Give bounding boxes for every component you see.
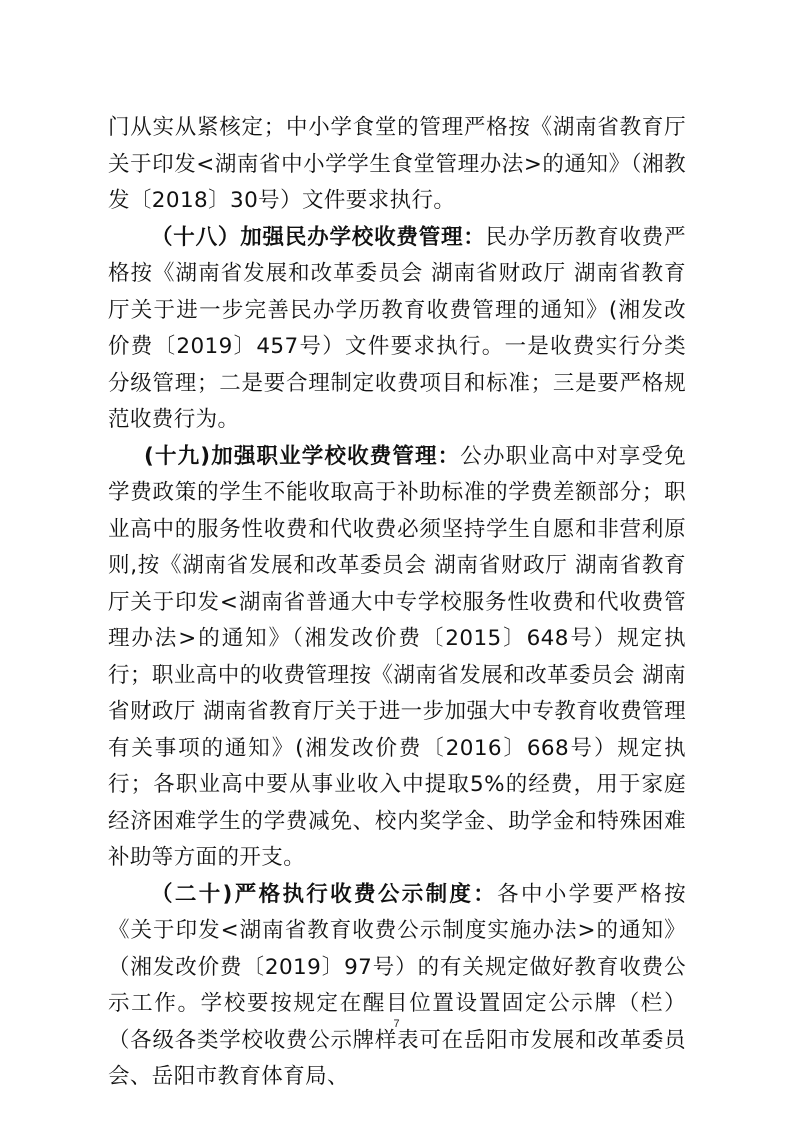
- paragraph-text: 门从实从紧核定；中小学食堂的管理严格按《湖南省教育厅关于印发<湖南省中小学学生食堂管理办法>的通知》（湘教发〔2018〕30号）文件要求执行。: [108, 115, 686, 213]
- section-19-heading: (十九)加强职业学校收费管理：: [144, 443, 461, 469]
- paragraph-text: 各中小学要严格按《关于印发<湖南省教育收费公示制度实施办法>的通知》（湘发改价费〔2019〕97号）的有关规定做好教育收费公示工作。学校要按规定在醒目位置设置固定公示牌（栏）（各级各类学校收费公示牌样表可在岳阳市发展和改革委员会、岳阳市教育体育局、: [108, 881, 686, 1089]
- section-20-heading: （二十)严格执行收费公示制度：: [151, 881, 498, 907]
- paragraph-section-18: [108, 220, 686, 439]
- paragraph-text: 公办职业高中对享受免学费政策的学生不能收取高于补助标准的学费差额部分；职业高中的服务性收费和代收费必须坚持学生自愿和非营利原则,按《湖南省发展和改革委员会 湖南省财政厅 湖南省教育厅关于印发<湖南省普通大中专学校服务性收费和代收费管理办法>的通知》（湘发改价费〔2015〕648号）规定执行；职业高中的收费管理按《湖南省发展和改革委员会 湖南省财政厅 湖南省教育厅关于进一步加强大中专教育收费管理有关事项的通知》(湘发改价费〔2016〕668号）规定执行；各职业高中要从事业收入中提取5%的经费，用于家庭经济困难学生的学费减免、校内奖学金、助学金和特殊困难补助等方面的开支。: [108, 443, 686, 870]
- section-18-heading: （十八）加强民办学校收费管理：: [151, 224, 486, 250]
- paragraph-section-19: [108, 439, 686, 877]
- paragraph-text: 民办学历教育收费严格按《湖南省发展和改革委员会 湖南省财政厅 湖南省教育厅关于进一步完善民办学历教育收费管理的通知》(湘发改价费〔2019〕457号）文件要求执行。一是收费实行分类分级管理；二是要合理制定收费项目和标准；三是要严格规范收费行为。: [108, 224, 686, 432]
- paragraph-continued: [108, 110, 686, 220]
- document-body: [108, 110, 686, 1096]
- page-number: 7: [393, 1018, 400, 1030]
- paragraph-section-20: [108, 877, 686, 1096]
